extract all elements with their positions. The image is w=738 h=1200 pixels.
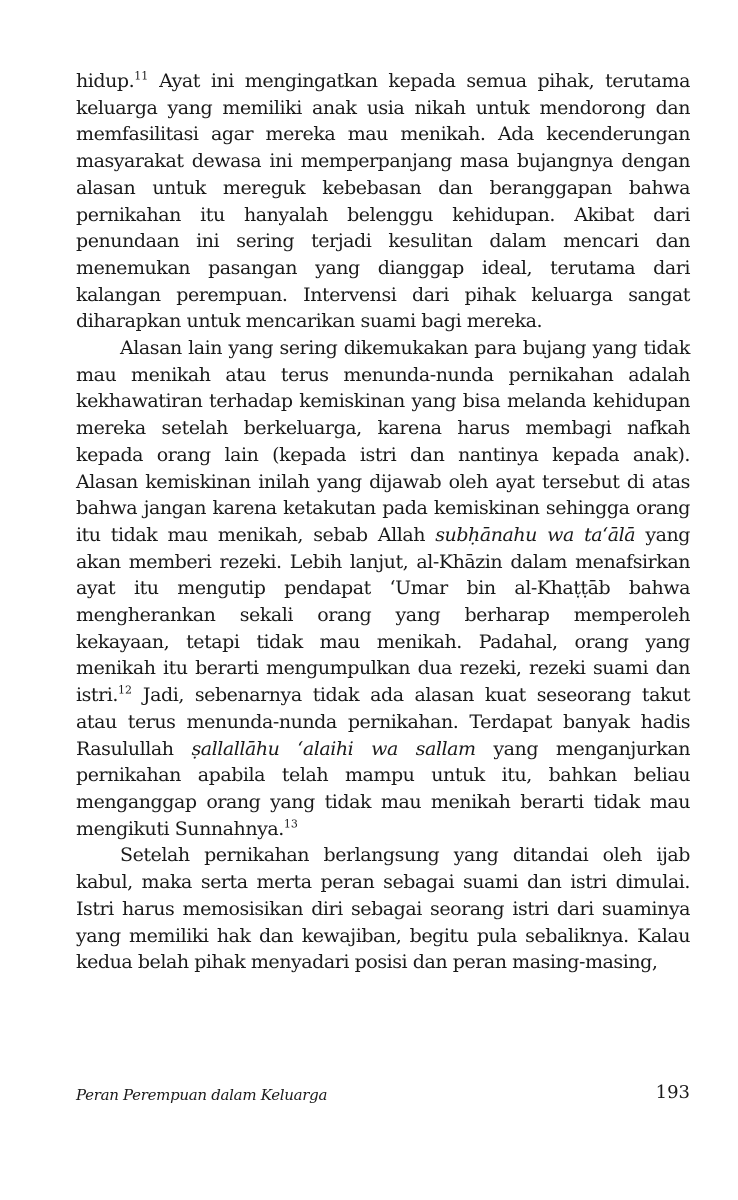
running-title: Peran Perempuan dalam Keluarga [76, 1086, 328, 1104]
text-run: yang menganjurkan pernikahan apabila telah mampu untuk itu, bahkan beliau menganggap orang yang tidak mau menikah berarti tidak mau mengikuti Sunnahnya. [76, 737, 690, 840]
italic-term: ṣallallāhu ‘alaihi wa sallam [191, 737, 476, 760]
text-run: Ayat ini mengingatkan kepada semua pihak, terutama keluarga yang memiliki anak usia nikah untuk mendorong dan memfasilitasi agar mereka mau menikah. Ada kecenderungan masyarakat dewasa ini memperpanjang masa bujangnya dengan alasan untuk mereguk kebebasan dan beranggapan bahwa pernikahan itu hanyalah belenggu kehidupan. Akibat dari penundaan ini sering terjadi kesulitan dalam mencari dan menemukan pasangan yang dianggap ideal, terutama dari kalangan perempuan. Intervensi dari pihak keluarga sangat diharapkan untuk mencarikan suami bagi mereka. [76, 70, 690, 333]
page-footer [76, 1082, 690, 1108]
text-run: Alasan lain yang sering dikemukakan para bujang yang tidak mau menikah atau terus menunda-nunda pernikahan adalah kekhawatiran terhadap kemiskinan yang bisa melanda kehidupan mereka setelah berkeluarga, karena harus membagi nafkah kepada orang lain (kepada istri dan nantinya kepada anak). Alasan kemiskinan inilah yang dijawab oleh ayat tersebut di atas bahwa jangan karena ketakutan pada kemiskinan sehingga orang itu tidak mau menikah, sebab Allah [76, 337, 690, 546]
page-number: 193 [655, 1082, 690, 1103]
italic-term: subḥānahu wa ta‘ālā [435, 523, 636, 546]
footnote-ref-13[interactable]: 13 [283, 817, 298, 831]
paragraph-3 [76, 842, 690, 976]
paragraph-1 [76, 68, 690, 335]
text-run: hidup. [76, 70, 135, 92]
footnote-ref-11[interactable]: 11 [134, 69, 149, 83]
text-run: yang akan memberi rezeki. Lebih lanjut, al-Khāzin dalam menafsirkan ayat itu mengutip pendapat ‘Umar bin al-Khaṭṭāb bahwa mengherankan sekali orang yang berharap memperoleh kekayaan, tetapi tidak mau menikah. Padahal, orang yang menikah itu berarti mengumpulkan dua rezeki, rezeki suami dan istri. [76, 523, 690, 707]
text-run: Setelah pernikahan berlangsung yang ditandai oleh ijab kabul, maka serta merta peran sebagai suami dan istri dimulai. Istri harus memosisikan diri sebagai seorang istri dari suaminya yang memiliki hak dan kewajiban, begitu pula sebaliknya. Kalau kedua belah pihak menyadari posisi dan peran masing-masing, [76, 844, 690, 974]
footnote-ref-12[interactable]: 12 [117, 683, 132, 697]
text-run: Jadi, sebenarnya tidak ada alasan kuat seseorang takut atau terus menunda-nunda pernikahan. Terdapat banyak hadis Rasulullah [76, 684, 690, 760]
paragraph-2 [76, 335, 690, 842]
body-text [76, 68, 690, 976]
